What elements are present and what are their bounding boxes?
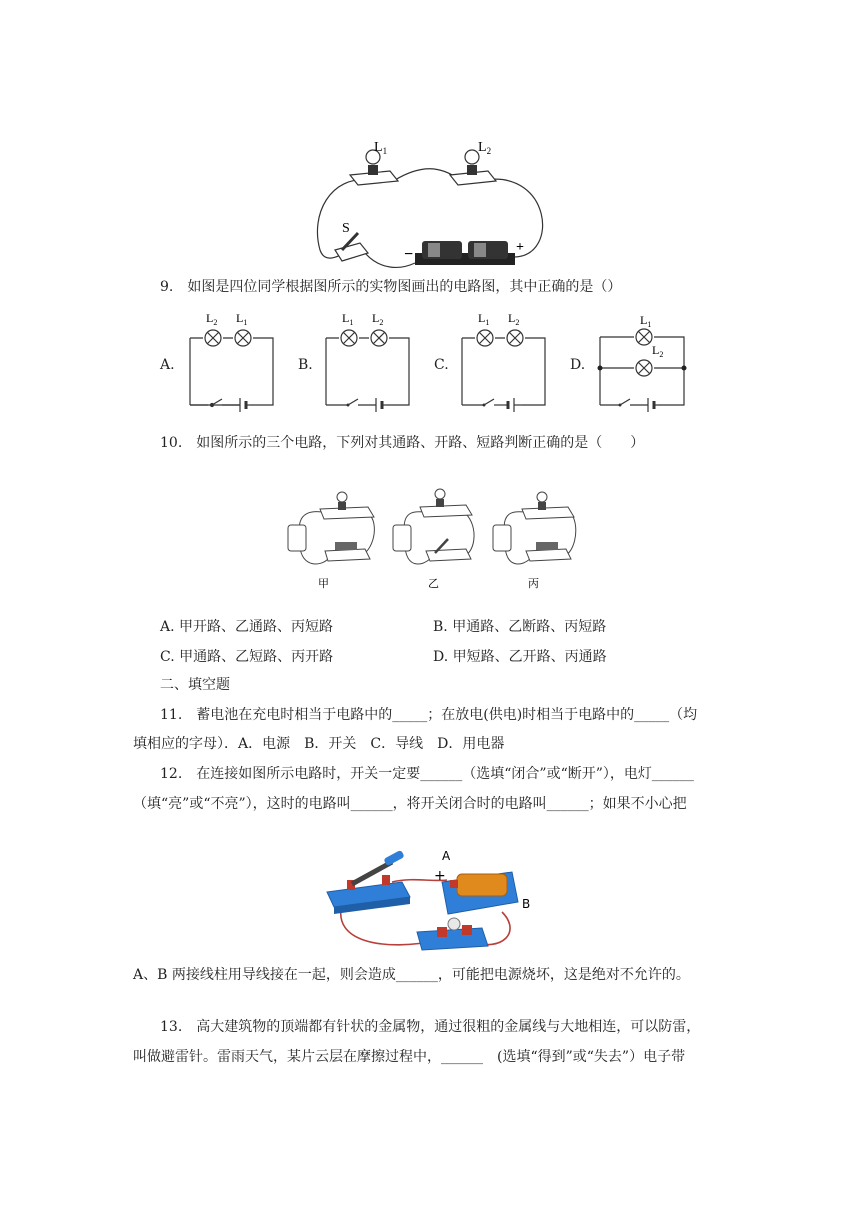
q9-option-c-diagram[interactable] [452,310,552,415]
q12-line3: A、B 两接线柱用导线接在一起，则会造成______，可能把电源烧坏，这是绝对不允许的。 [133,967,690,983]
caption-bing: 丙 [528,577,539,590]
plus-label: + [434,868,446,884]
q10-option-d[interactable]: D. 甲短路、乙开路、丙通路 [433,649,607,665]
label-l1: $L_1$ [374,140,388,156]
terminal-a-label: A [442,849,451,863]
battery-pack [415,241,515,265]
q11-line2: 填相应的字母）．A．电源 B．开关 C．导线 D．用电器 [133,736,505,752]
d-label-1: $L_1$ [640,313,652,329]
terminal-b-label: B [522,897,531,911]
q13-line1: 13. 高大建筑物的顶端都有针状的金属物，通过很粗的金属线与大地相连，可以防雷， [160,1019,701,1035]
q9-real-circuit-figure [310,135,550,275]
q9-option-d-key[interactable]: D. [570,357,586,373]
label-s: S [342,221,350,236]
label-l2: $L_2$ [478,140,492,156]
q9-text: 9. 如图是四位同学根据图所示的实物图画出的电路图，其中正确的是（） [160,279,622,295]
circuit-jia [288,492,374,564]
a-label-1: $L_2$ [206,311,218,327]
b-label-1: $L_1$ [342,311,354,327]
q9-option-d-diagram[interactable] [592,310,692,415]
q12-line2: （填“亮”或“不亮”），这时的电路叫______，将开关闭合时的电路叫______；如果不小心把 [133,796,687,812]
section-heading: 二、填空题 [160,677,230,693]
q10-option-b[interactable]: B. 甲通路、乙断路、丙短路 [433,619,607,635]
q9-option-b-key[interactable]: B. [298,357,313,373]
c-label-1: $L_1$ [478,311,490,327]
caption-yi: 乙 [428,577,439,590]
circuit-bing [493,492,576,564]
plus-sign: + [516,240,524,255]
q9-option-c-key[interactable]: C. [434,357,449,373]
q12-line1: 12. 在连接如图所示电路时，开关一定要______（选填“闭合”或“断开”），电灯______ [160,766,694,782]
c-label-2: $L_2$ [508,311,520,327]
circuit-yi [393,489,474,564]
switch-s [335,233,368,261]
q10-option-c[interactable]: C. 甲通路、乙短路、丙开路 [160,649,334,665]
q11-line1: 11. 蓄电池在充电时相当于电路中的_____；在放电(供电)时相当于电路中的_____（均 [160,707,698,723]
bulb-l1-board [350,150,398,185]
q9-option-a-diagram[interactable] [180,310,280,415]
q10-text: 10. 如图所示的三个电路，下列对其通路、开路、短路判断正确的是（ ） [160,435,645,451]
q9-option-b-diagram[interactable] [316,310,416,415]
q13-line2: 叫做避雷针。雷雨天气，某片云层在摩擦过程中，______ (选填“得到”或“失去”）电子带 [133,1049,686,1065]
q10-option-a[interactable]: A. 甲开路、乙通路、丙短路 [160,619,334,635]
a-label-2: $L_1$ [236,311,248,327]
b-label-2: $L_2$ [372,311,384,327]
q12-circuit-figure [322,842,542,962]
q9-option-a-key[interactable]: A. [160,357,175,373]
d-label-2: $L_2$ [652,343,664,359]
caption-jia: 甲 [318,577,329,590]
minus-sign: − [404,246,414,263]
q10-circuits-figure [280,487,580,597]
